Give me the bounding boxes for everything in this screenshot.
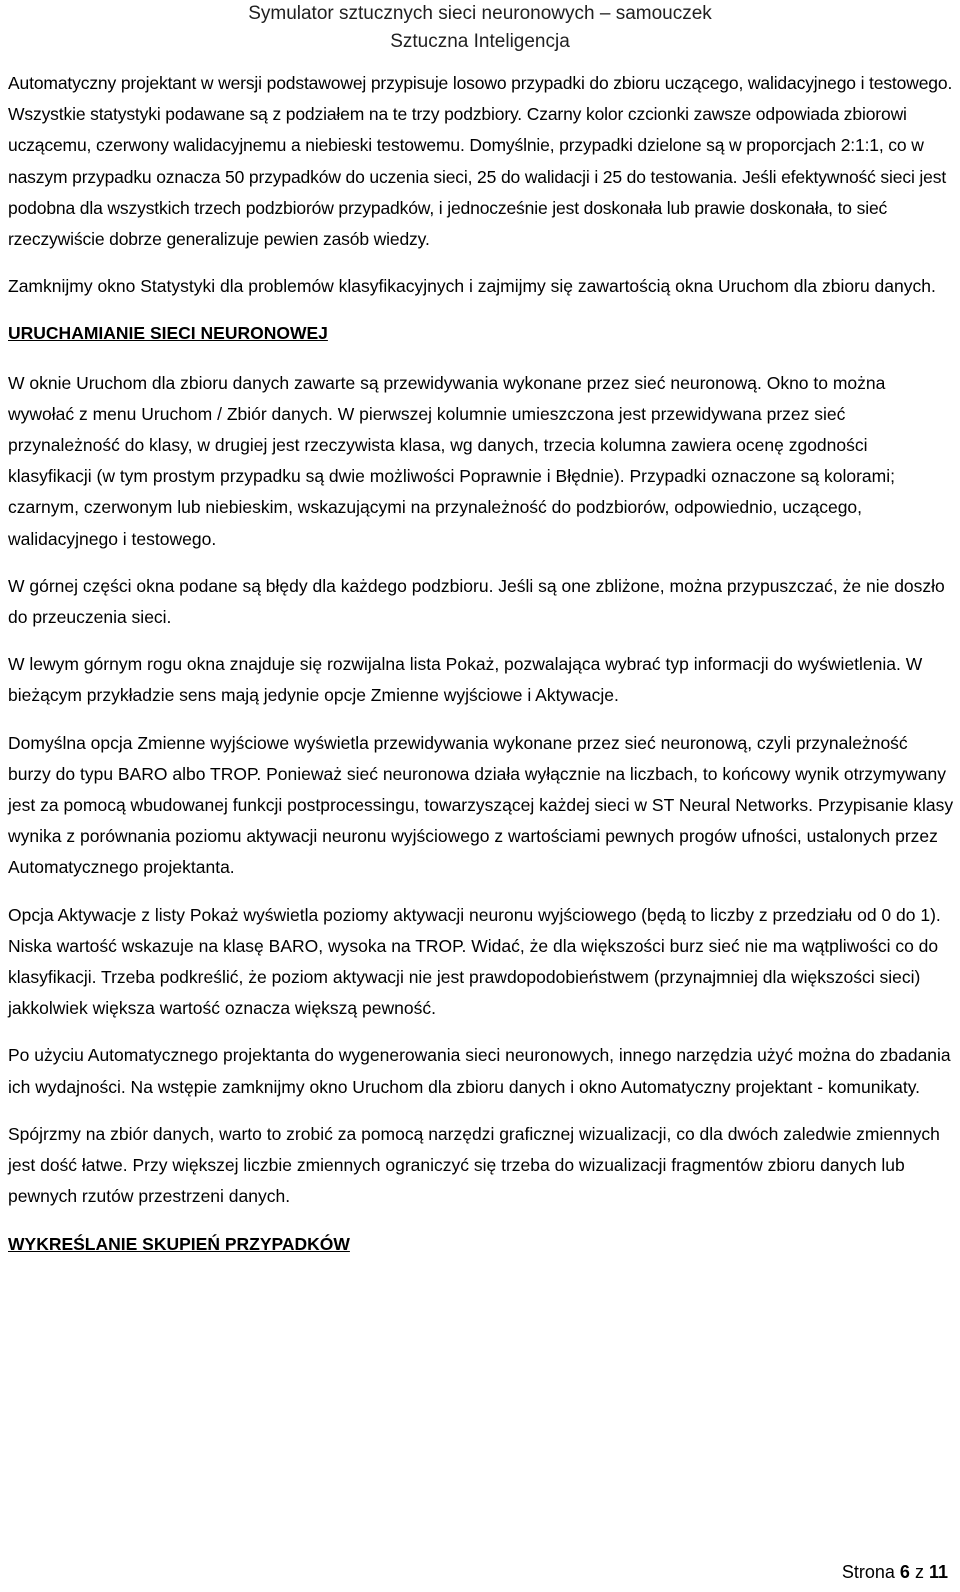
paragraph-activations: Opcja Aktywacje z listy Pokaż wyświetla poziomy aktywacji neuronu wyjściowego (będą to liczby z przedziału od 0 do 1). Niska wartość wskazuje na klasę BARO, wysoka na TROP. Widać, że dla większości burz sieć nie ma wątpliwości co do klasyfikacji. Trzeba podkreślić, że poziom aktywacji nie jest prawdopodobieństwem (przynajmniej dla większości sieci) jakkolwiek większa wartość oznacza większą pewność. — [8, 904, 941, 1019]
section-heading-running-network: URUCHAMIANIE SIECI NEURONOWEJ — [8, 323, 328, 344]
paragraph-other-tools: Po użyciu Automatycznego projektanta do wygenerowania sieci neuronowych, innego narzędzia użyć można do zbadania ich wydajności. Na wstępie zamknijmy okno Uruchom dla zbioru danych i okno Automatyczny projektant - komunikaty. — [8, 1045, 951, 1097]
paragraph-output-variables: Domyślna opcja Zmienne wyjściowe wyświetla przewidywania wykonane przez sieć neuronową, czyli przynależność burzy do typu BARO albo TROP. Ponieważ sieć neuronowa działa wyłącznie na liczbach, to końcowy wynik otrzymywany jest za pomocą wbudowanej funkcji postprocessingu, towarzyszącej każdej sieci w ST Neural Networks. Przypisanie klasy wynika z porównania poziomu aktywacji neuronu wyjściowego z wartościami pewnych progów ufności, ustalonych przez Automatycznego projektanta. — [8, 732, 954, 878]
page-number — [842, 1560, 948, 1584]
paragraph-show-list: W lewym górnym rogu okna znajduje się rozwijalna lista Pokaż, pozwalająca wybrać typ informacji do wyświetlenia. W bieżącym przykładzie sens mają jedynie opcje Zmienne wyjściowe i Aktywacje. — [8, 654, 923, 706]
header-title: Symulator sztucznych sieci neuronowych – samouczek — [248, 3, 712, 24]
page-number-prefix: Strona — [841, 1562, 895, 1582]
paragraph-close-statistics: Zamknijmy okno Statystyki dla problemów klasyfikacyjnych i zajmijmy się zawartością okna Uruchom dla zbioru danych. — [8, 276, 936, 297]
header-subtitle: Sztuczna Inteligencja — [390, 31, 570, 52]
page-header — [0, 0, 960, 56]
paragraph-run-window: W oknie Uruchom dla zbioru danych zawarte są przewidywania wykonane przez sieć neuronową. Okno to można wywołać z menu Uruchom / Zbiór danych. W pierwszej kolumnie umieszczona jest przewidywana przez sieć przynależność do klasy, w drugiej jest rzeczywista klasa, wg danych, trzecia kolumna zawiera ocenę zgodności klasyfikacji (w tym prostym przypadku są dwie możliwości Poprawnie i Błędnie). Przypadki oznaczone są kolorami; czarnym, czerwonym lub niebieskim, wskazującymi na przynależność do podzbiorów, odpowiednio, uczącego, walidacyjnego i testowego. — [8, 372, 895, 549]
section-heading-cluster-plot: WYKREŚLANIE SKUPIEŃ PRZYPADKÓW — [8, 1233, 350, 1254]
paragraph-visualization: Spójrzmy na zbiór danych, warto to zrobić za pomocą narzędzi graficznej wizualizacji, co dla dwóch zaledwie zmiennych jest dość łatwe. Przy większej liczbie zmiennych ograniczyć się trzeba do wizualizacji fragmentów zbioru danych lub pewnych rzutów przestrzeni danych. — [8, 1123, 940, 1207]
page-number-separator: z — [914, 1562, 924, 1582]
paragraph-errors: W górnej części okna podane są błędy dla każdego podzbioru. Jeśli są one zbliżone, można przypuszczać, że nie doszło do przeuczenia sieci. — [8, 575, 945, 628]
page-number-total: 11 — [928, 1562, 948, 1582]
page-number-current: 6 — [899, 1562, 910, 1582]
document-body — [8, 68, 954, 1260]
paragraph-dataset-split: Automatyczny projektant w wersji podstawowej przypisuje losowo przypadki do zbioru uczącego, walidacyjnego i testowego. Wszystkie statystyki podawane są z podziałem na te trzy podzbiory. Czarny kolor czcionki zawsze odpowiada zbiorowi uczącemu, czerwony walidacyjnemu a niebieski testowemu. Domyślnie, przypadki dzielone są w proporcjach 2:1:1, co w naszym przypadku oznacza 50 przypadków do uczenia sieci, 25 do walidacji i 25 do testowania. Jeśli efektywność sieci jest podobna dla wszystkich trzech podzbiorów przypadków, i jednocześnie jest doskonała lub prawie doskonała, to sieć rzeczywiście dobrze generalizuje pewien zasób wiedzy. — [8, 73, 953, 250]
